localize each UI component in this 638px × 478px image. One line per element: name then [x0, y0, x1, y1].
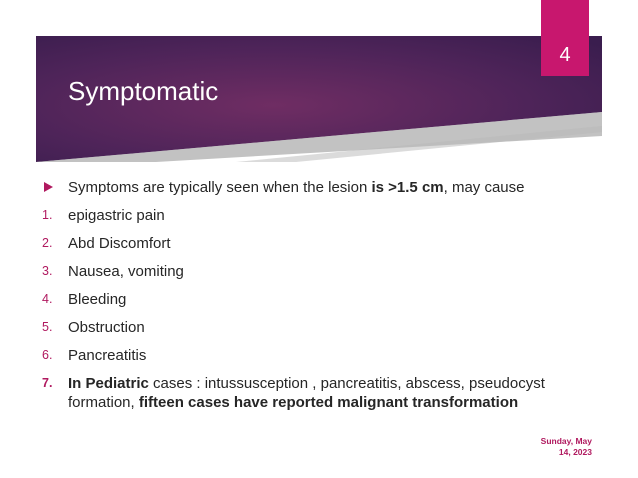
list-number: 2.: [42, 236, 53, 250]
slide-title: Symptomatic: [68, 76, 219, 106]
list-number: 6.: [42, 348, 53, 362]
page-number-box: [541, 0, 589, 76]
page-number: 4: [559, 44, 571, 66]
list-item-text: Obstruction: [68, 319, 145, 336]
intro-text-pre: Symptoms are typically seen when the lesion: [68, 179, 372, 196]
intro-bullet: [42, 178, 602, 197]
slide-content: [42, 178, 602, 421]
list-item: [42, 234, 602, 253]
list-item: [42, 262, 602, 281]
list-item: [42, 206, 602, 225]
list-item-pediatric: [42, 374, 602, 412]
arrow-bullet-icon: [44, 182, 53, 192]
malignant-note: fifteen cases have reported malignant transformation: [138, 394, 519, 411]
list-item: [42, 290, 602, 309]
date-line-2: 14, 2023: [558, 447, 592, 457]
list-number: 7.: [42, 376, 53, 390]
list-item: [42, 318, 602, 337]
slide-date: [541, 436, 592, 458]
list-number: 3.: [42, 264, 53, 278]
intro-text-post: , may cause: [443, 179, 525, 196]
list-item: [42, 346, 602, 365]
pediatric-label: In Pediatric: [68, 375, 149, 392]
list-number: 4.: [42, 292, 53, 306]
list-item-text: Abd Discomfort: [68, 235, 171, 252]
list-item-text: Bleeding: [68, 291, 127, 308]
list-number: 1.: [42, 208, 53, 222]
list-item-text: Nausea, vomiting: [68, 263, 184, 280]
list-number: 5.: [42, 320, 53, 334]
list-item-text: Pancreatitis: [68, 347, 147, 364]
date-line-1: Sunday, May: [540, 436, 592, 446]
intro-text-bold: is >1.5 cm: [371, 179, 444, 196]
pediatric-text: cases : intussusception , pancreatitis, abscess, pseudocyst formation,: [68, 375, 545, 411]
list-item-text: epigastric pain: [68, 207, 165, 224]
